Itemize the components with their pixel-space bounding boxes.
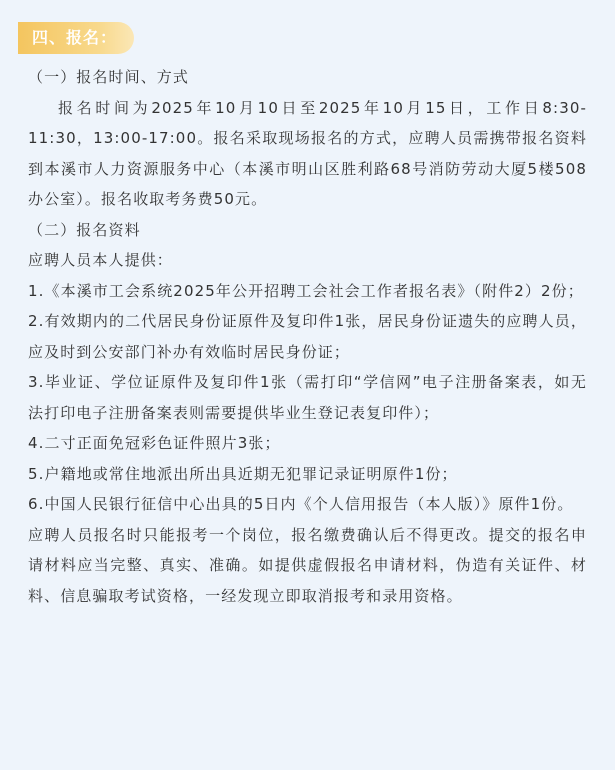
section-title: 四、报名： <box>32 28 118 47</box>
section-header <box>18 22 134 54</box>
registration-time-paragraph: 报名时间为2025年10月10日至2025年10月15日，工作日8:30-11:30，13:00-17:00。报名采取现场报名的方式，应聘人员需携带报名资料到本溪市人力资源服务中心（本溪市明山区胜利路68号消防劳动大厦5楼508办公室）。报名收取考务费50元。 <box>28 98 587 208</box>
registration-note-paragraph: 应聘人员报名时只能报考一个岗位，报名缴费确认后不得更改。提交的报名申请材料应当完整、真实、准确。如提供虚假报名申请材料，伪造有关证件、材料、信息骗取考试资格，一经发现立即取消报考和录用资格。 <box>28 525 587 605</box>
material-item-5: 5.户籍地或常住地派出所出具近期无犯罪记录证明原件1份； <box>28 464 458 483</box>
material-item-6: 6.中国人民银行征信中心出具的5日内《个人信用报告（本人版）》原件1份。 <box>28 495 574 513</box>
subsection-title-materials: （二）报名资料 <box>28 220 141 239</box>
material-item-1: 1.《本溪市工会系统2025年公开招聘工会社会工作者报名表》（附件2）2份； <box>28 281 584 300</box>
material-item-3: 3.毕业证、学位证原件及复印件1张（需打印“学信网”电子注册备案表，如无法打印电子注册备案表则需要提供毕业生登记表复印件）； <box>28 373 587 422</box>
material-item-2: 2.有效期内的二代居民身份证原件及复印件1张，居民身份证遗失的应聘人员，应及时到公安部门补办有效临时居民身份证； <box>28 312 587 361</box>
material-item-4: 4.二寸正面免冠彩色证件照片3张； <box>28 434 281 452</box>
subsection-title-time-method: （一）报名时间、方式 <box>28 68 190 86</box>
article-content <box>0 54 615 611</box>
materials-intro: 应聘人员本人提供： <box>28 251 173 269</box>
